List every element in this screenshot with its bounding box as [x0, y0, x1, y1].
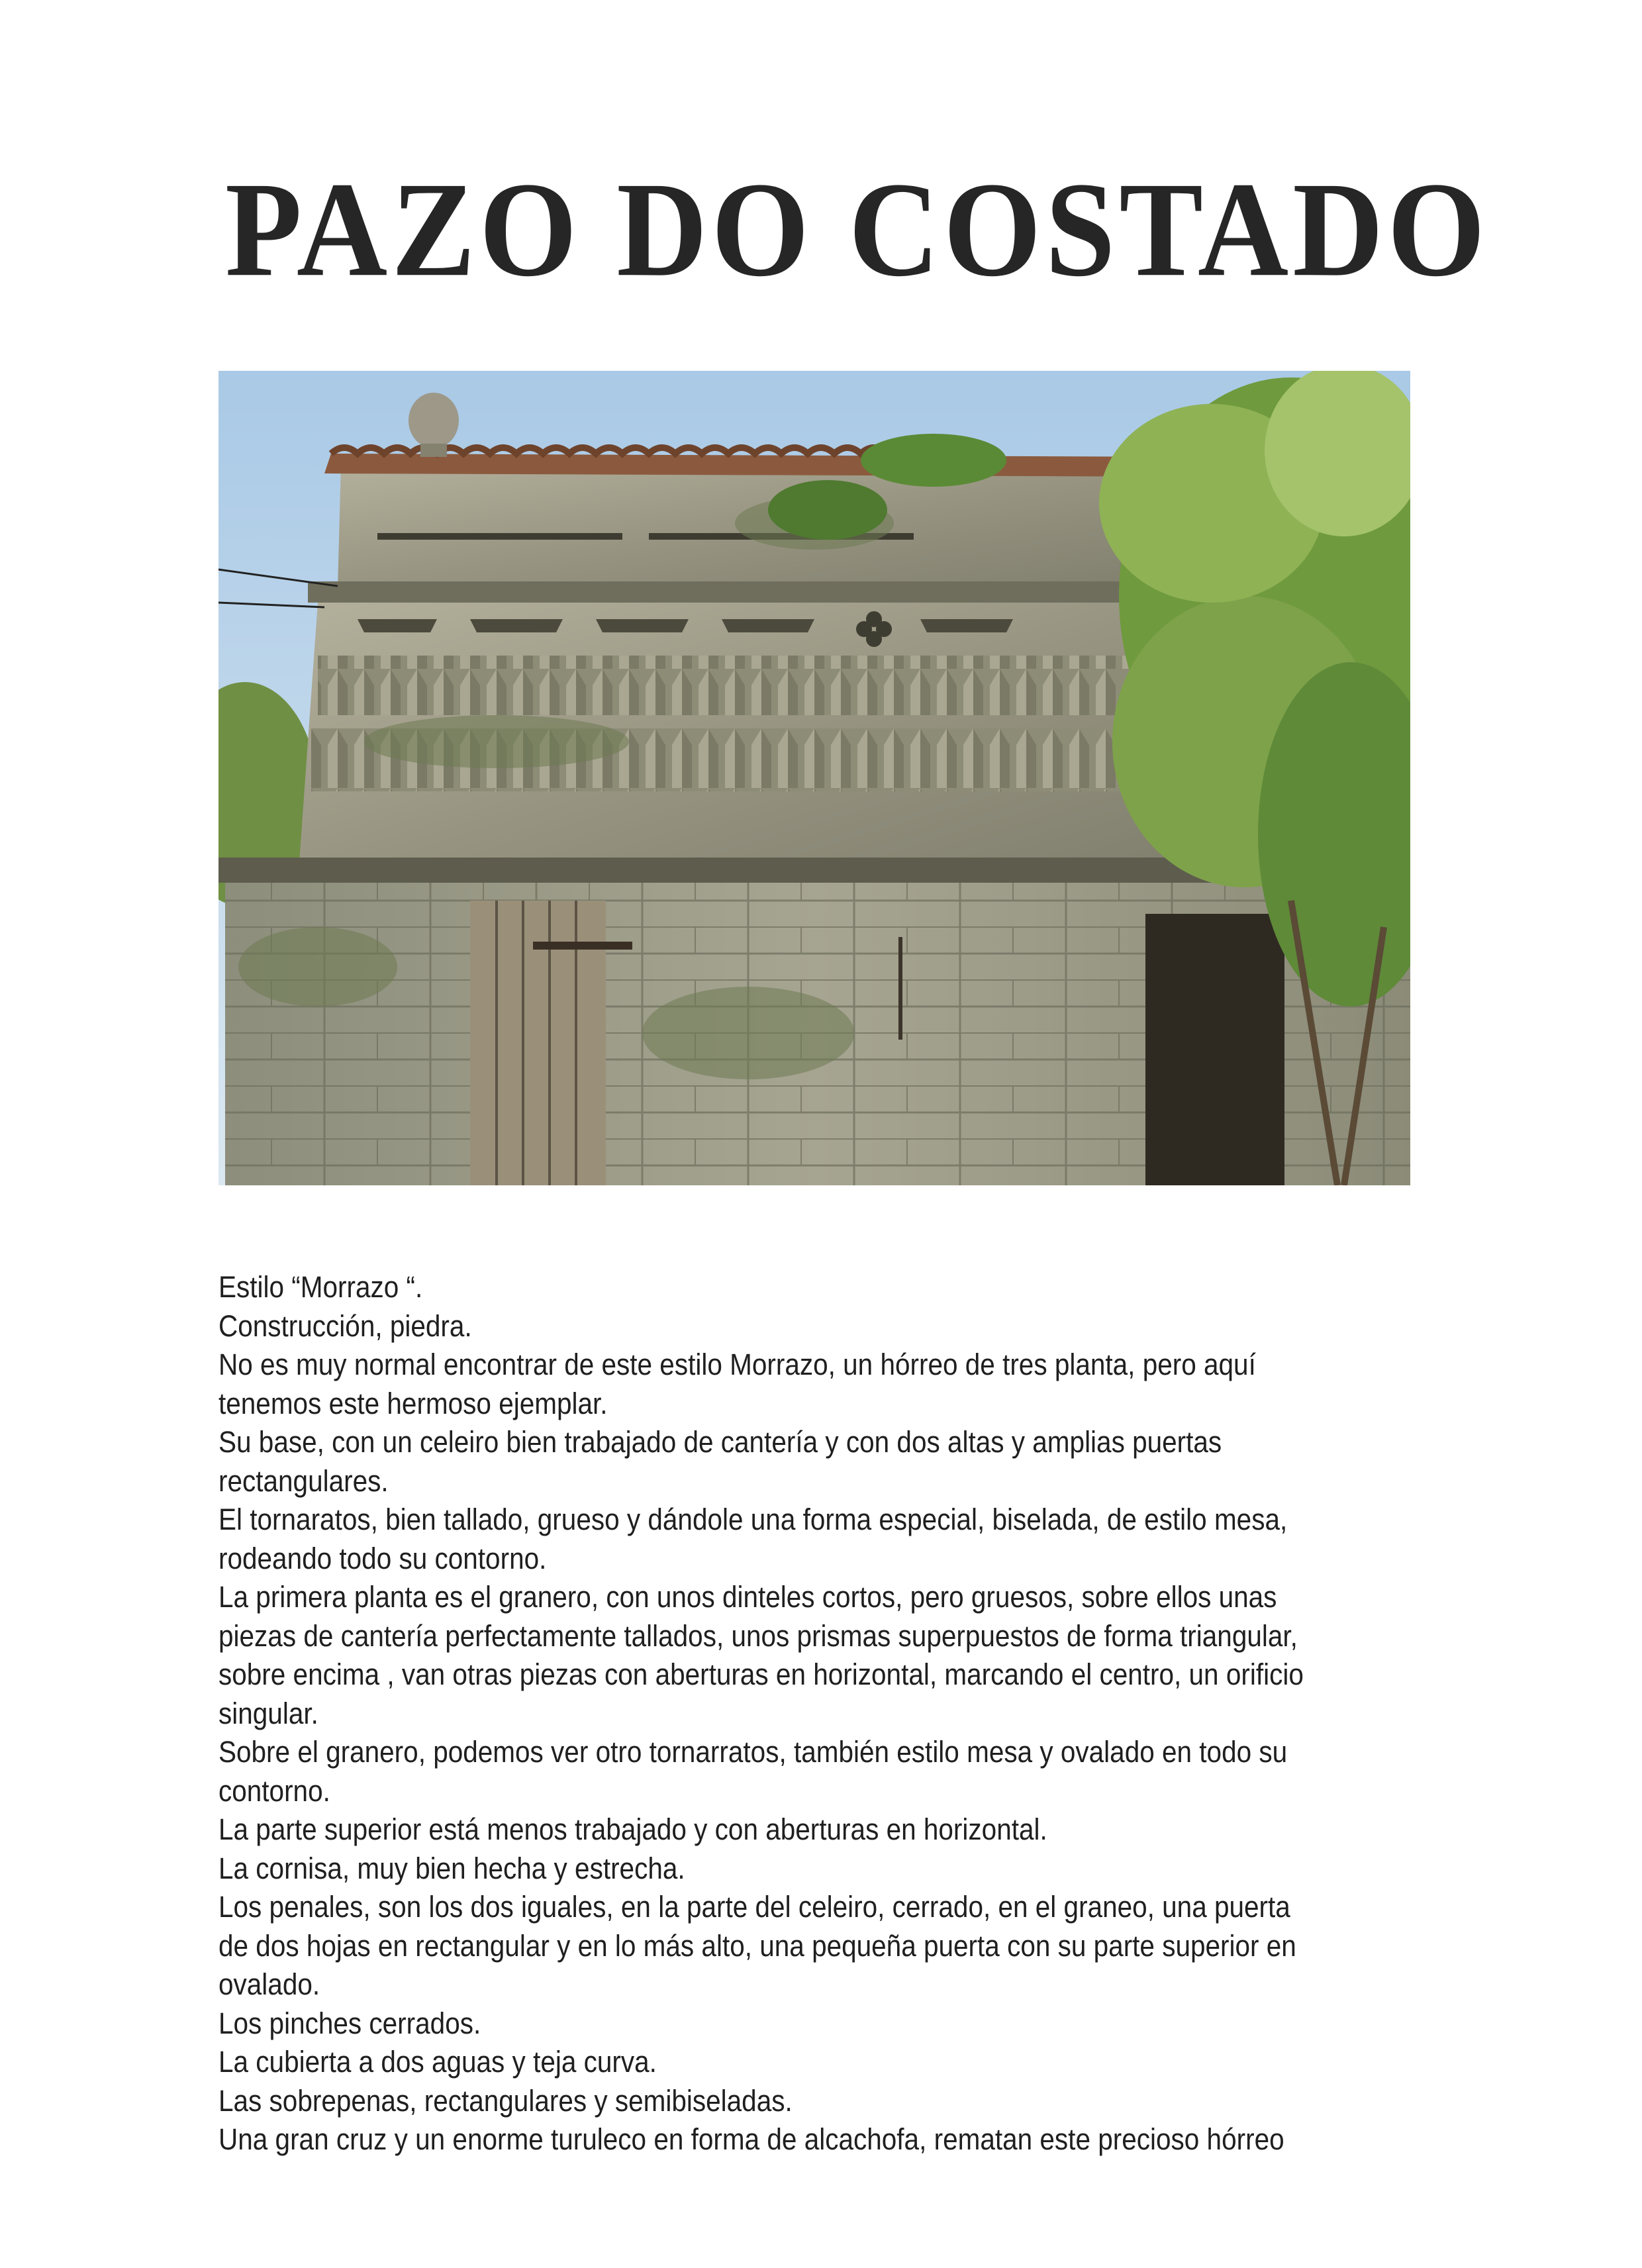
horreo-illustration: [218, 371, 1410, 1185]
paragraph: Construcción, piedra.: [218, 1308, 472, 1343]
upper-tornarratos: [308, 581, 1195, 603]
paragraph: Su base, con un celeiro bien trabajado de cantería y con dos altas y amplias puertas rectangulares.: [218, 1425, 1222, 1498]
horreo-photo: [218, 371, 1410, 1185]
paragraph: Sobre el granero, podemos ver otro tornarratos, también estilo mesa y ovalado en todo su contorno.: [218, 1735, 1288, 1808]
paragraph: La cornisa, muy bien hecha y estrecha.: [218, 1851, 685, 1885]
paragraph: La cubierta a dos aguas y teja curva.: [218, 2045, 657, 2079]
paragraph: No es muy normal encontrar de este estilo Morrazo, un hórreo de tres planta, pero aquí tenemos este hermoso ejemplar.: [218, 1348, 1256, 1420]
paragraph: Estilo “Morrazo “.: [218, 1270, 423, 1304]
paragraph: Los penales, son los dos iguales, en la parte del celeiro, cerrado, en el graneo, una puerta de dos hojas en rectangular y en lo más alto, una pequeña puerta con su parte superior en ovalado.: [218, 1890, 1296, 2001]
dark-doorway: [1145, 914, 1284, 1185]
prism-row-1: [318, 656, 1179, 715]
paragraph: La primera planta es el granero, con unos dinteles cortos, pero gruesos, sobre ellos unas piezas de cantería perfectamente tallados, unos prismas superpuestos de forma triangular, sobre encima , van otras piezas con aberturas en horizontal, marcando el centro, un orificio singular.: [218, 1580, 1304, 1730]
paragraph: La parte superior está menos trabajado y con aberturas en horizontal.: [218, 1812, 1047, 1846]
description-text: [218, 1268, 1327, 2159]
paragraph: Las sobrepenas, rectangulares y semibiseladas.: [218, 2083, 793, 2118]
paragraph: Los pinches cerrados.: [218, 2006, 481, 2040]
paragraph: Una gran cruz y un enorme turuleco en forma de alcachofa, rematan este precioso hórreo: [218, 2122, 1284, 2156]
roof: [324, 454, 1212, 477]
paragraph: El tornaratos, bien tallado, grueso y dándole una forma especial, biselada, de estilo mesa, rodeando todo su contorno.: [218, 1503, 1288, 1575]
page-title: PAZO DO COSTADO: [225, 154, 1490, 305]
finial: [409, 393, 459, 448]
